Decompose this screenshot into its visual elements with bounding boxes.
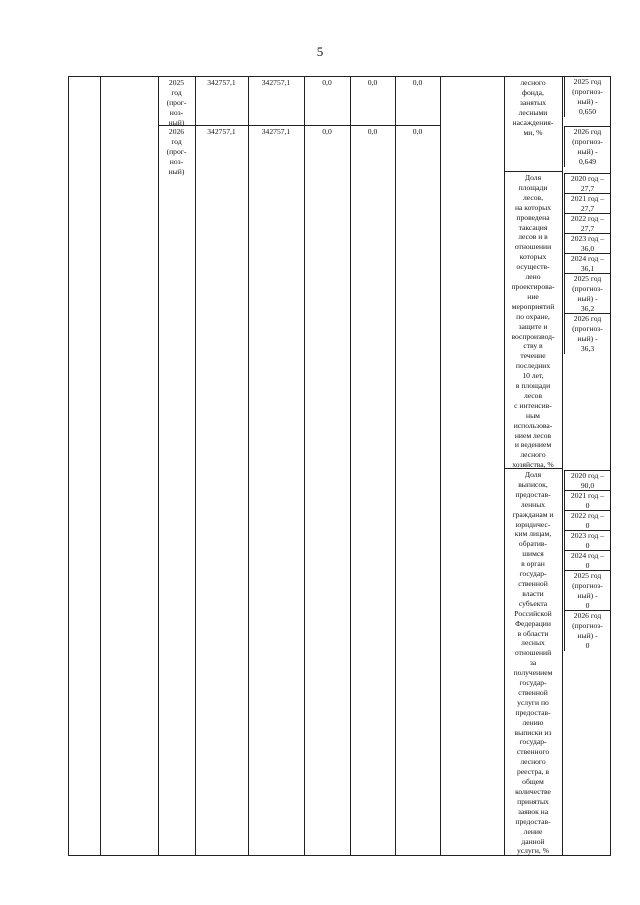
target-value-cell: 2026 год (прогноз- ный) - 0,649: [564, 126, 611, 167]
indicator-name: лесного фонда, занятых лесными насаждения- ми, %: [512, 78, 554, 137]
target-value-cell: 2025 год (прогноз- ный) - 36,2: [564, 273, 611, 314]
program-table: [68, 76, 611, 856]
indicator-name: Доля выписок, предостав- ленных гражданам и юридичес- ким лицам, обратив- шимся в орган государ- ственной власти субъекта Российской Федерации в области лесных отношений за получением государ- ственной услуги по предостав- лению выписки из государ- ственного лесного реестра, в общем количестве принятых заявок на предостав- ление данной услуги, %: [512, 470, 554, 856]
target-value-cell: 2023 год – 36,0: [564, 233, 611, 254]
table-top-border: [68, 76, 611, 77]
target-value-cell: 2020 год – 27,7: [564, 173, 611, 194]
row-value: 0,0: [367, 78, 378, 87]
target-value-cell: 2024 год – 0: [564, 550, 611, 571]
row-value: 0,0: [322, 78, 332, 87]
row-value: 342757,1: [207, 127, 236, 136]
target-value-cell: 2024 год – 36,1: [564, 253, 611, 274]
row-value: 342757,1: [261, 78, 291, 87]
col-border-6: [350, 76, 351, 856]
col-border-5: [304, 76, 305, 856]
target-value-cell: 2022 год – 0: [564, 510, 611, 531]
target-value-cell: 2025 год (прогноз- ный) - 0: [564, 570, 611, 611]
target-value-cell: 2026 год (прогноз- ный) - 36,3: [564, 313, 611, 354]
col-border-0: [68, 76, 69, 856]
row-value: 0,0: [412, 127, 423, 136]
row-value: 0,0: [367, 127, 378, 136]
row-value: 342757,1: [261, 127, 291, 136]
target-value-cell: 2026 год (прогноз- ный) - 0: [564, 610, 611, 651]
page-number: 5: [316, 44, 324, 59]
row-year-label: 2026 год (прог- ноз- ный): [166, 127, 187, 176]
row-divider-years: [158, 125, 440, 126]
col-border-2: [158, 76, 159, 856]
indicator-divider-1: [504, 171, 562, 172]
target-value-cell: 2023 год – 0: [564, 530, 611, 551]
col-border-8: [440, 76, 441, 856]
target-value-cell: 2021 год – 0: [564, 490, 611, 511]
col-border-7: [395, 76, 396, 856]
target-value-cell: 2021 год – 27,7: [564, 193, 611, 214]
row-value: 342757,1: [207, 78, 236, 87]
indicator-name: Доля площади лесов, на которых проведена таксация лесов и в отношении которых осуществ- лено проектирова- ние мероприятий по охране, защите и воспроизвод- ству в течение последних 10 лет, в площади лесов с интенсив- ным использова- нием лесов и ведением лесного хозяйства, %: [511, 173, 555, 470]
row-year-label: 2025 год (прог- ноз- ный): [166, 78, 187, 127]
row-value: 0,0: [412, 78, 423, 87]
row-value: 0,0: [322, 127, 332, 136]
col-border-10: [562, 76, 563, 856]
col-border-1: [100, 76, 101, 856]
target-value-cell: 2025 год (прогноз- ный) - 0,650: [564, 77, 611, 117]
target-value-cell: 2022 год – 27,7: [564, 213, 611, 234]
target-value-cell: 2020 год – 90,0: [564, 470, 611, 491]
col-border-3: [195, 76, 196, 856]
col-border-4: [248, 76, 249, 856]
